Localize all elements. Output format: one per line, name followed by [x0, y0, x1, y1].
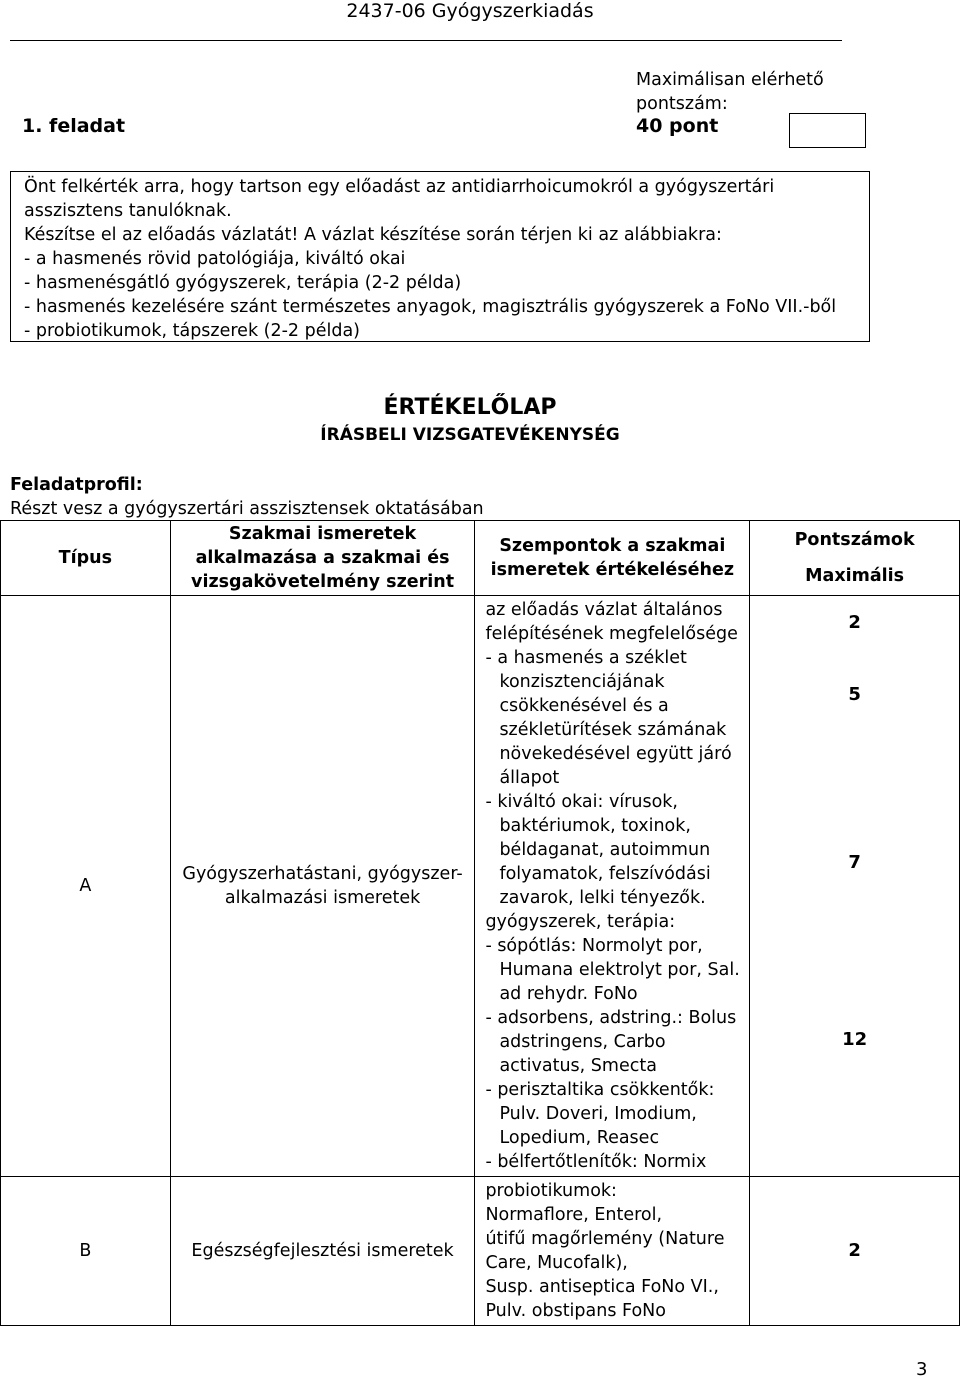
row-knowledge-cell: Egészségfejlesztési ismeretek [170, 1177, 475, 1326]
task-text-line: - hasmenés kezelésére szánt természetes anyagok, magisztrális gyógyszerek a FoNo VII.-ből [24, 297, 837, 317]
criteria-line: adstringens, Carbo [499, 1032, 666, 1052]
page-number: 3 [916, 1359, 928, 1380]
row-type-cell: B [1, 1177, 171, 1326]
criteria-line: növekedésével együtt járó [499, 744, 732, 764]
task-profile [10, 473, 960, 521]
max-points-label: Maximálisan elérhető pontszám: [636, 70, 824, 114]
header-points-label: Pontszámok [794, 530, 915, 550]
task-label: 1. feladat [22, 115, 126, 137]
criteria-line: probiotikumok: [485, 1181, 617, 1201]
evaluation-title: ÉRTÉKELŐLAP [383, 395, 557, 420]
criteria-line: útifű magőrlemény (Nature [485, 1229, 725, 1249]
row-criteria-cell [475, 596, 750, 1177]
criteria-line: Care, Mucofalk), [485, 1253, 628, 1273]
criteria-line: - perisztaltika csökkentők: [485, 1080, 715, 1100]
header-points [750, 521, 960, 596]
document-header-title: 2437-06 Gyógyszerkiadás [346, 0, 594, 22]
criteria-line: csökkenésével és a [499, 696, 669, 716]
criteria-line: konzisztenciájának [499, 672, 665, 692]
max-points-value: 40 pont [636, 115, 719, 137]
criteria-line: Pulv. obstipans FoNo [485, 1301, 666, 1321]
criteria-line: béldaganat, autoimmun [499, 840, 711, 860]
criteria-line: - a hasmenés a széklet [485, 648, 687, 668]
score-input-box[interactable] [789, 113, 866, 148]
points-value: 12 [842, 1029, 868, 1050]
header-max-label: Maximális [805, 566, 905, 586]
task-text-line: - hasmenésgátló gyógyszerek, terápia (2-2 példa) [24, 273, 462, 293]
profile-text: Részt vesz a gyógyszertári asszisztensek oktatásában [10, 499, 484, 519]
table-row [1, 596, 960, 1177]
points-value: 7 [848, 852, 861, 873]
header-type: Típus [1, 521, 171, 596]
criteria-line: Normaflore, Enterol, [485, 1205, 663, 1225]
row-criteria-cell [475, 1177, 750, 1326]
row-points-cell [750, 596, 960, 1177]
task-text-line: - a hasmenés rövid patológiája, kiváltó okai [24, 249, 406, 269]
header-knowledge: Szakmai ismeretek alkalmazása a szakmai és vizsgakövetelmény szerint [170, 521, 475, 596]
criteria-line: Lopedium, Reasec [499, 1128, 660, 1148]
criteria-line: gyógyszerek, terápia: [485, 912, 676, 932]
criteria-line: baktériumok, toxinok, [499, 816, 691, 836]
criteria-line: - sópótlás: Normolyt por, [485, 936, 703, 956]
header-criteria: Szempontok a szakmai ismeretek értékeléséhez [475, 521, 750, 596]
criteria-line: activatus, Smecta [499, 1056, 657, 1076]
points-value: 5 [848, 684, 861, 705]
criteria-line: - kiváltó okai: vírusok, [485, 792, 678, 812]
criteria-line: - bélfertőtlenítők: Normix [485, 1152, 707, 1172]
criteria-line: Pulv. Doveri, Imodium, [499, 1104, 697, 1124]
task-text-line: Önt felkérték arra, hogy tartson egy előadást az antidiarrhoicumokról a gyógyszertári asszisztens tanulóknak. [24, 177, 775, 221]
criteria-line: az előadás vázlat általános [485, 600, 723, 620]
criteria-line: székletürítések számának [499, 720, 727, 740]
criteria-line: felépítésének megfelelősége [485, 624, 738, 644]
criteria-line: - adsorbens, adstring.: Bolus [485, 1008, 737, 1028]
row-knowledge-cell: Gyógyszerhatástani, gyógyszer-alkalmazási ismeretek [170, 596, 475, 1177]
row-type-cell: A [1, 596, 171, 1177]
criteria-line: Susp. antiseptica FoNo VI., [485, 1277, 719, 1297]
task-text-line: - probiotikumok, tápszerek (2-2 példa) [24, 321, 361, 341]
criteria-line: ad rehydr. FoNo [499, 984, 638, 1004]
points-value: 2 [750, 1177, 960, 1326]
criteria-line: Humana elektrolyt por, Sal. [499, 960, 740, 980]
evaluation-table [0, 520, 960, 1326]
criteria-line: állapot [499, 768, 560, 788]
profile-label: Feladatprofil: [10, 475, 143, 495]
header-rule [10, 40, 842, 41]
points-value: 2 [848, 612, 861, 633]
task-text-line: Készítse el az előadás vázlatát! A vázlat készítése során térjen ki az alábbiakra: [24, 225, 722, 245]
table-header-row [1, 521, 960, 596]
evaluation-subtitle: ÍRÁSBELI VIZSGATEVÉKENYSÉG [320, 425, 620, 445]
criteria-line: zavarok, lelki tényezők. [499, 888, 706, 908]
task-description-box [10, 171, 870, 342]
table-row [1, 1177, 960, 1326]
criteria-line: folyamatok, felszívódási [499, 864, 711, 884]
